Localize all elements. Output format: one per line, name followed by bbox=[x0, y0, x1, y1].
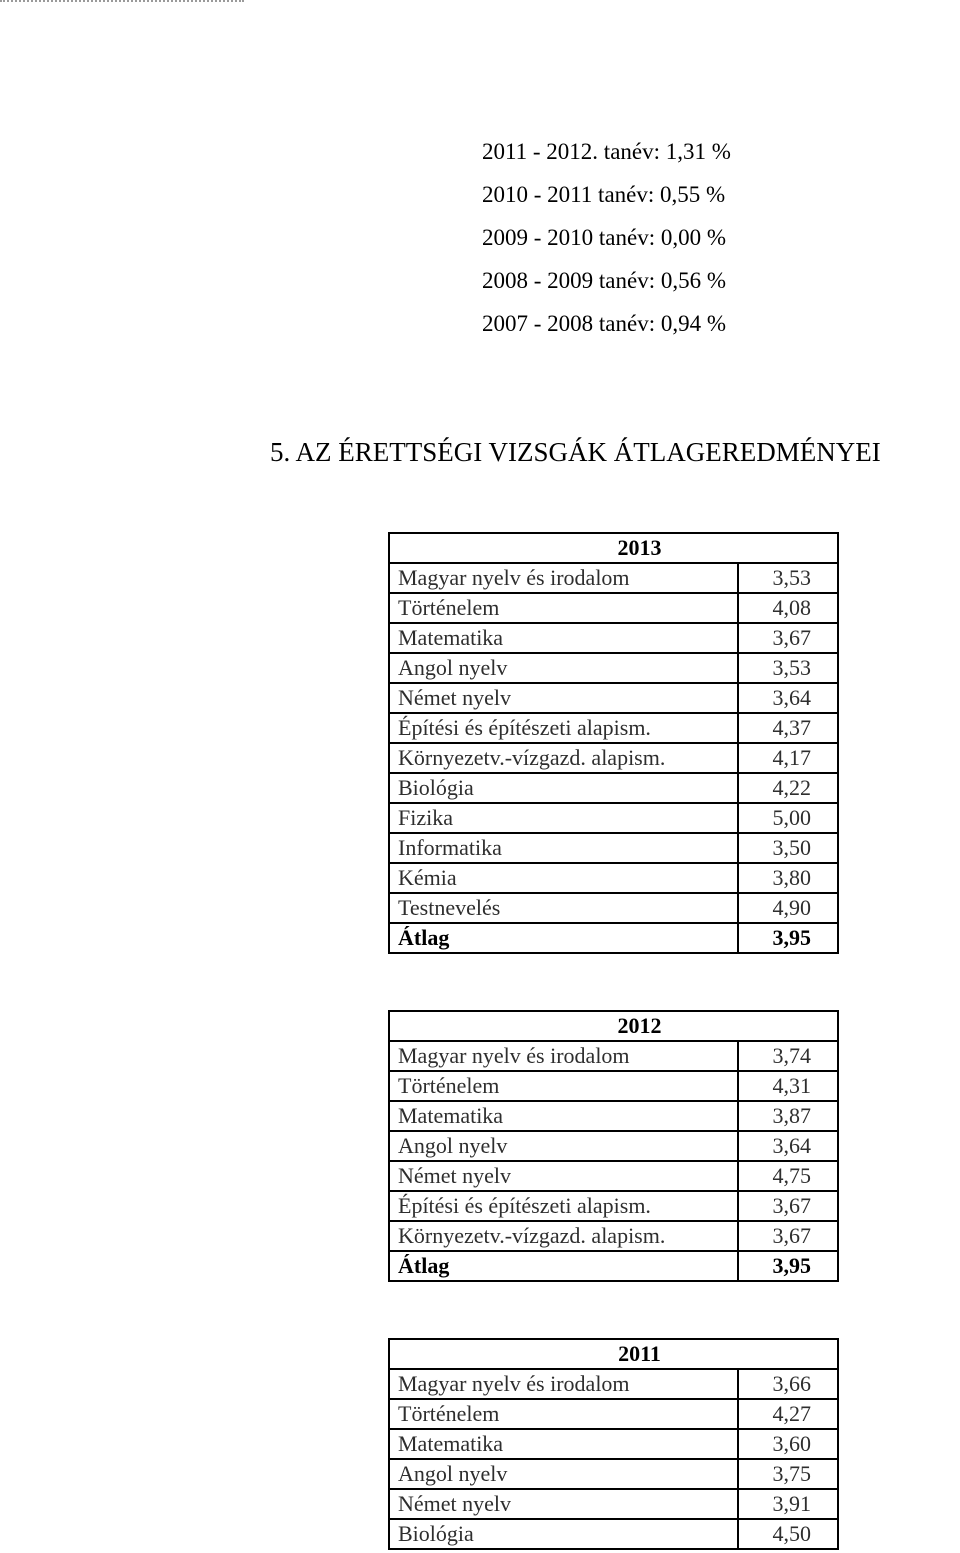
average-row bbox=[389, 923, 838, 953]
value-cell: 4,90 bbox=[738, 893, 838, 923]
rate-line: 2008 - 2009 tanév: 0,56 % bbox=[482, 268, 727, 293]
value-cell: 3,53 bbox=[738, 563, 838, 593]
value-cell: 3,67 bbox=[738, 1221, 838, 1251]
value-cell: 3,67 bbox=[738, 1191, 838, 1221]
dropout-rate-list bbox=[482, 138, 731, 353]
value-cell: 3,64 bbox=[738, 1131, 838, 1161]
table-row bbox=[389, 863, 838, 893]
results-table-2011 bbox=[388, 1338, 839, 1550]
subject-cell: Angol nyelv bbox=[389, 1459, 738, 1489]
value-cell: 5,00 bbox=[738, 803, 838, 833]
value-cell: 3,66 bbox=[738, 1369, 838, 1399]
value-cell: 4,75 bbox=[738, 1161, 838, 1191]
value-cell: 3,60 bbox=[738, 1429, 838, 1459]
table-row bbox=[389, 713, 838, 743]
value-cell: 4,31 bbox=[738, 1071, 838, 1101]
subject-cell: Matematika bbox=[389, 1101, 738, 1131]
table-row bbox=[389, 1489, 838, 1519]
table-year: 2012 bbox=[389, 1011, 838, 1041]
table-row bbox=[389, 593, 838, 623]
section-heading: 5. AZ ÉRETTSÉGI VIZSGÁK ÁTLAGEREDMÉNYEI bbox=[270, 437, 881, 467]
subject-cell: Matematika bbox=[389, 1429, 738, 1459]
subject-cell: Informatika bbox=[389, 833, 738, 863]
subject-cell: Magyar nyelv és irodalom bbox=[389, 1041, 738, 1071]
results-table-2012 bbox=[388, 1010, 839, 1282]
subject-cell: Német nyelv bbox=[389, 1489, 738, 1519]
subject-cell: Német nyelv bbox=[389, 683, 738, 713]
average-value: 3,95 bbox=[738, 1251, 838, 1281]
table-row bbox=[389, 1519, 838, 1549]
rate-line: 2011 - 2012. tanév: 1,31 % bbox=[482, 139, 731, 164]
subject-cell: Matematika bbox=[389, 623, 738, 653]
value-cell: 3,50 bbox=[738, 833, 838, 863]
subject-cell: Angol nyelv bbox=[389, 1131, 738, 1161]
subject-cell: Történelem bbox=[389, 1071, 738, 1101]
table-row bbox=[389, 623, 838, 653]
table-row bbox=[389, 803, 838, 833]
subject-cell: Magyar nyelv és irodalom bbox=[389, 563, 738, 593]
average-value: 3,95 bbox=[738, 923, 838, 953]
rate-line: 2009 - 2010 tanév: 0,00 % bbox=[482, 225, 727, 250]
value-cell: 4,22 bbox=[738, 773, 838, 803]
subject-cell: Építési és építészeti alapism. bbox=[389, 713, 738, 743]
table-row bbox=[389, 1221, 838, 1251]
rate-line: 2007 - 2008 tanév: 0,94 % bbox=[482, 311, 727, 336]
table-year: 2013 bbox=[389, 533, 838, 563]
average-label: Átlag bbox=[389, 1251, 738, 1281]
value-cell: 3,75 bbox=[738, 1459, 838, 1489]
table-row bbox=[389, 563, 838, 593]
value-cell: 4,08 bbox=[738, 593, 838, 623]
table-row bbox=[389, 1191, 838, 1221]
value-cell: 3,80 bbox=[738, 863, 838, 893]
table-row bbox=[389, 653, 838, 683]
table-header-row bbox=[389, 533, 838, 563]
subject-cell: Építési és építészeti alapism. bbox=[389, 1191, 738, 1221]
subject-cell: Magyar nyelv és irodalom bbox=[389, 1369, 738, 1399]
value-cell: 3,74 bbox=[738, 1041, 838, 1071]
table-row bbox=[389, 1429, 838, 1459]
subject-cell: Környezetv.-vízgazd. alapism. bbox=[389, 743, 738, 773]
table-year: 2011 bbox=[389, 1339, 838, 1369]
subject-cell: Fizika bbox=[389, 803, 738, 833]
subject-cell: Történelem bbox=[389, 1399, 738, 1429]
table-row bbox=[389, 1399, 838, 1429]
value-cell: 4,27 bbox=[738, 1399, 838, 1429]
subject-cell: Történelem bbox=[389, 593, 738, 623]
table-row bbox=[389, 1071, 838, 1101]
subject-cell: Biológia bbox=[389, 773, 738, 803]
table-row bbox=[389, 1131, 838, 1161]
average-row bbox=[389, 1251, 838, 1281]
table-row bbox=[389, 1459, 838, 1489]
table-row bbox=[389, 1161, 838, 1191]
value-cell: 3,53 bbox=[738, 653, 838, 683]
subject-cell: Biológia bbox=[389, 1519, 738, 1549]
value-cell: 4,17 bbox=[738, 743, 838, 773]
average-label: Átlag bbox=[389, 923, 738, 953]
table-row bbox=[389, 893, 838, 923]
value-cell: 3,87 bbox=[738, 1101, 838, 1131]
table-header-row bbox=[389, 1339, 838, 1369]
value-cell: 3,64 bbox=[738, 683, 838, 713]
value-cell: 3,67 bbox=[738, 623, 838, 653]
value-cell: 4,37 bbox=[738, 713, 838, 743]
subject-cell: Környezetv.-vízgazd. alapism. bbox=[389, 1221, 738, 1251]
value-cell: 4,50 bbox=[738, 1519, 838, 1549]
table-row bbox=[389, 1041, 838, 1071]
subject-cell: Testnevelés bbox=[389, 893, 738, 923]
table-row bbox=[389, 683, 838, 713]
table-row bbox=[389, 1369, 838, 1399]
table-row bbox=[389, 1101, 838, 1131]
header-divider bbox=[0, 0, 244, 2]
subject-cell: Kémia bbox=[389, 863, 738, 893]
results-table-2013 bbox=[388, 532, 839, 954]
table-row bbox=[389, 743, 838, 773]
subject-cell: Angol nyelv bbox=[389, 653, 738, 683]
table-row bbox=[389, 833, 838, 863]
table-row bbox=[389, 773, 838, 803]
subject-cell: Német nyelv bbox=[389, 1161, 738, 1191]
value-cell: 3,91 bbox=[738, 1489, 838, 1519]
rate-line: 2010 - 2011 tanév: 0,55 % bbox=[482, 182, 726, 207]
table-header-row bbox=[389, 1011, 838, 1041]
